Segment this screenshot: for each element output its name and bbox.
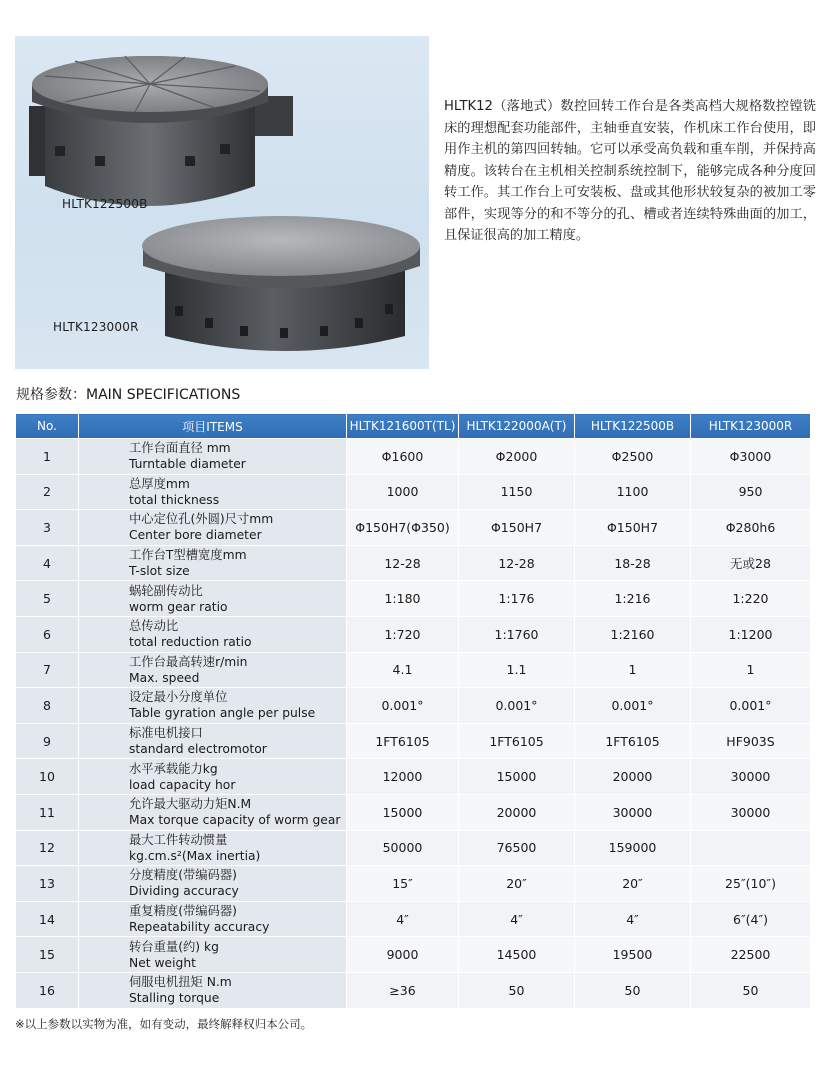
- value-cell: 0.001°: [347, 688, 459, 724]
- item-name-en: T-slot size: [129, 564, 190, 579]
- item-cell: [79, 545, 347, 581]
- row-number: 5: [16, 581, 79, 617]
- value-cell: 4″: [575, 901, 691, 937]
- value-cell: 1:1200: [691, 616, 811, 652]
- item-cell: [79, 688, 347, 724]
- value-cell: Φ2000: [459, 439, 575, 475]
- value-cell: 30000: [691, 794, 811, 830]
- item-name-en: Net weight: [129, 955, 196, 970]
- item-cell: [79, 510, 347, 546]
- header-model-3: HLTK122500B: [575, 414, 691, 439]
- item-name-zh: 中心定位孔(外圆)尺寸mm: [129, 512, 274, 527]
- value-cell: 25″(10″): [691, 866, 811, 902]
- table-row: [16, 652, 811, 688]
- item-cell: [79, 794, 347, 830]
- value-cell: Φ1600: [347, 439, 459, 475]
- value-cell: 1: [691, 652, 811, 688]
- value-cell: 9000: [347, 937, 459, 973]
- value-cell: 1.1: [459, 652, 575, 688]
- value-cell: 159000: [575, 830, 691, 866]
- value-cell: 20000: [575, 759, 691, 795]
- item-name-zh: 伺服电机扭矩 N.m: [129, 975, 232, 990]
- value-cell: 1150: [459, 474, 575, 510]
- value-cell: 15000: [347, 794, 459, 830]
- item-cell: [79, 901, 347, 937]
- value-cell: 50: [575, 972, 691, 1008]
- table-row: [16, 581, 811, 617]
- item-name-en: worm gear ratio: [129, 599, 228, 614]
- value-cell: ≥36: [347, 972, 459, 1008]
- item-name-zh: 工作台T型槽宽度mm: [129, 548, 247, 563]
- value-cell: 1:216: [575, 581, 691, 617]
- table-row: [16, 794, 811, 830]
- value-cell: Φ150H7(Φ350): [347, 510, 459, 546]
- item-cell: [79, 474, 347, 510]
- value-cell: 1FT6105: [575, 723, 691, 759]
- item-name-en: load capacity hor: [129, 777, 236, 792]
- value-cell: 12-28: [347, 545, 459, 581]
- item-cell: [79, 616, 347, 652]
- table-row: [16, 510, 811, 546]
- value-cell: 1:180: [347, 581, 459, 617]
- table-row: [16, 688, 811, 724]
- table-row: [16, 545, 811, 581]
- photo-label-hltk123000r: HLTK123000R: [53, 320, 139, 334]
- value-cell: 0.001°: [691, 688, 811, 724]
- table-row: [16, 937, 811, 973]
- value-cell: 22500: [691, 937, 811, 973]
- item-name-en: Repeatability accuracy: [129, 920, 270, 935]
- row-number: 2: [16, 474, 79, 510]
- item-name-en: standard electromotor: [129, 742, 267, 757]
- value-cell: 14500: [459, 937, 575, 973]
- header-model-1: HLTK121600T(TL): [347, 414, 459, 439]
- value-cell: 1:1760: [459, 616, 575, 652]
- item-cell: [79, 723, 347, 759]
- row-number: 8: [16, 688, 79, 724]
- value-cell: 0.001°: [575, 688, 691, 724]
- item-name-zh: 重复精度(带编码器): [129, 904, 237, 919]
- item-name-en: Max. speed: [129, 670, 200, 685]
- row-number: 12: [16, 830, 79, 866]
- item-cell: [79, 759, 347, 795]
- row-number: 15: [16, 937, 79, 973]
- row-number: 13: [16, 866, 79, 902]
- item-name-en: Table gyration angle per pulse: [129, 706, 316, 721]
- item-name-en: Stalling torque: [129, 991, 220, 1006]
- row-number: 1: [16, 439, 79, 475]
- item-cell: [79, 830, 347, 866]
- item-cell: [79, 439, 347, 475]
- value-cell: 1:720: [347, 616, 459, 652]
- item-name-en: Max torque capacity of worm gear: [129, 813, 341, 828]
- value-cell: 15″: [347, 866, 459, 902]
- header-no: No.: [16, 414, 79, 439]
- row-number: 3: [16, 510, 79, 546]
- item-name-zh: 允许最大驱动力矩N.M: [129, 797, 252, 812]
- value-cell: 1:220: [691, 581, 811, 617]
- item-name-zh: 总传动比: [129, 619, 179, 634]
- row-number: 7: [16, 652, 79, 688]
- value-cell: 12000: [347, 759, 459, 795]
- table-row: [16, 474, 811, 510]
- value-cell: 6″(4″): [691, 901, 811, 937]
- table-row: [16, 759, 811, 795]
- item-name-en: kg.cm.s²(Max inertia): [129, 848, 261, 863]
- item-name-zh: 总厚度mm: [129, 476, 190, 491]
- value-cell: 18-28: [575, 545, 691, 581]
- item-name-zh: 设定最小分度单位: [129, 690, 228, 705]
- spec-table-header: [16, 414, 811, 439]
- item-name-en: total reduction ratio: [129, 635, 252, 650]
- value-cell: 4.1: [347, 652, 459, 688]
- value-cell: 1: [575, 652, 691, 688]
- value-cell: 1100: [575, 474, 691, 510]
- value-cell: 4″: [347, 901, 459, 937]
- item-cell: [79, 972, 347, 1008]
- value-cell: 1000: [347, 474, 459, 510]
- row-number: 14: [16, 901, 79, 937]
- header-items: 项目ITEMS: [79, 414, 347, 439]
- table-row: [16, 439, 811, 475]
- value-cell: Φ150H7: [459, 510, 575, 546]
- value-cell: 1FT6105: [459, 723, 575, 759]
- table-row: [16, 866, 811, 902]
- table-row: [16, 616, 811, 652]
- value-cell: 20″: [575, 866, 691, 902]
- value-cell: 4″: [459, 901, 575, 937]
- table-row: [16, 723, 811, 759]
- value-cell: 无或28: [691, 545, 811, 581]
- header-model-4: HLTK123000R: [691, 414, 811, 439]
- item-name-zh: 分度精度(带编码器): [129, 868, 237, 883]
- item-cell: [79, 866, 347, 902]
- value-cell: Φ150H7: [575, 510, 691, 546]
- item-cell: [79, 581, 347, 617]
- value-cell: 20″: [459, 866, 575, 902]
- footnote: ※以上参数以实物为准，如有变动，最终解释权归本公司。: [15, 1017, 313, 1031]
- photo-label-hltk122500b: HLTK122500B: [62, 197, 148, 211]
- header-model-2: HLTK122000A(T): [459, 414, 575, 439]
- value-cell: [691, 830, 811, 866]
- row-number: 4: [16, 545, 79, 581]
- item-name-zh: 工作台最高转速r/min: [129, 654, 248, 669]
- item-name-en: total thickness: [129, 492, 220, 507]
- item-name-zh: 蜗轮副传动比: [129, 583, 203, 598]
- item-name-en: Dividing accuracy: [129, 884, 239, 899]
- item-name-zh: 工作台面直径 mm: [129, 441, 231, 456]
- item-name-zh: 转台重量(约) kg: [129, 939, 219, 954]
- row-number: 6: [16, 616, 79, 652]
- table-row: [16, 830, 811, 866]
- value-cell: 30000: [575, 794, 691, 830]
- value-cell: Φ2500: [575, 439, 691, 475]
- value-cell: 30000: [691, 759, 811, 795]
- value-cell: 50000: [347, 830, 459, 866]
- intro-paragraph: HLTK12（落地式）数控回转工作台是各类高档大规格数控镗铣床的理想配套功能部件，主轴垂直安装，作机床工作台使用，即用作主机的第四回转轴。它可以承受高负载和重车削，并保持高精度。该转台在主机相关控制系统控制下，能够完成各种分度回转工作。其工作台上可安装板、盘或其他形状较复杂的被加工零部件，实现等分的和不等分的孔、槽或者连续特殊曲面的加工，且保证很高的加工精度。: [444, 99, 816, 243]
- spec-table: [15, 413, 811, 1009]
- value-cell: 20000: [459, 794, 575, 830]
- product-photo: [15, 36, 429, 369]
- row-number: 16: [16, 972, 79, 1008]
- spec-title: 规格参数：MAIN SPECIFICATIONS: [16, 387, 241, 403]
- value-cell: HF903S: [691, 723, 811, 759]
- value-cell: 50: [459, 972, 575, 1008]
- value-cell: 50: [691, 972, 811, 1008]
- table-row: [16, 901, 811, 937]
- item-name-zh: 水平承载能力kg: [129, 761, 218, 776]
- item-cell: [79, 937, 347, 973]
- value-cell: 19500: [575, 937, 691, 973]
- value-cell: 1:2160: [575, 616, 691, 652]
- row-number: 11: [16, 794, 79, 830]
- value-cell: 1:176: [459, 581, 575, 617]
- value-cell: 1FT6105: [347, 723, 459, 759]
- value-cell: 76500: [459, 830, 575, 866]
- item-name-zh: 标准电机接口: [129, 726, 203, 741]
- value-cell: 950: [691, 474, 811, 510]
- item-name-zh: 最大工件转动惯量: [129, 832, 228, 847]
- row-number: 9: [16, 723, 79, 759]
- item-name-en: Center bore diameter: [129, 528, 262, 543]
- table-row: [16, 972, 811, 1008]
- row-number: 10: [16, 759, 79, 795]
- value-cell: 15000: [459, 759, 575, 795]
- item-cell: [79, 652, 347, 688]
- item-name-en: Turntable diameter: [129, 457, 246, 472]
- value-cell: 12-28: [459, 545, 575, 581]
- value-cell: Φ280h6: [691, 510, 811, 546]
- value-cell: 0.001°: [459, 688, 575, 724]
- value-cell: Φ3000: [691, 439, 811, 475]
